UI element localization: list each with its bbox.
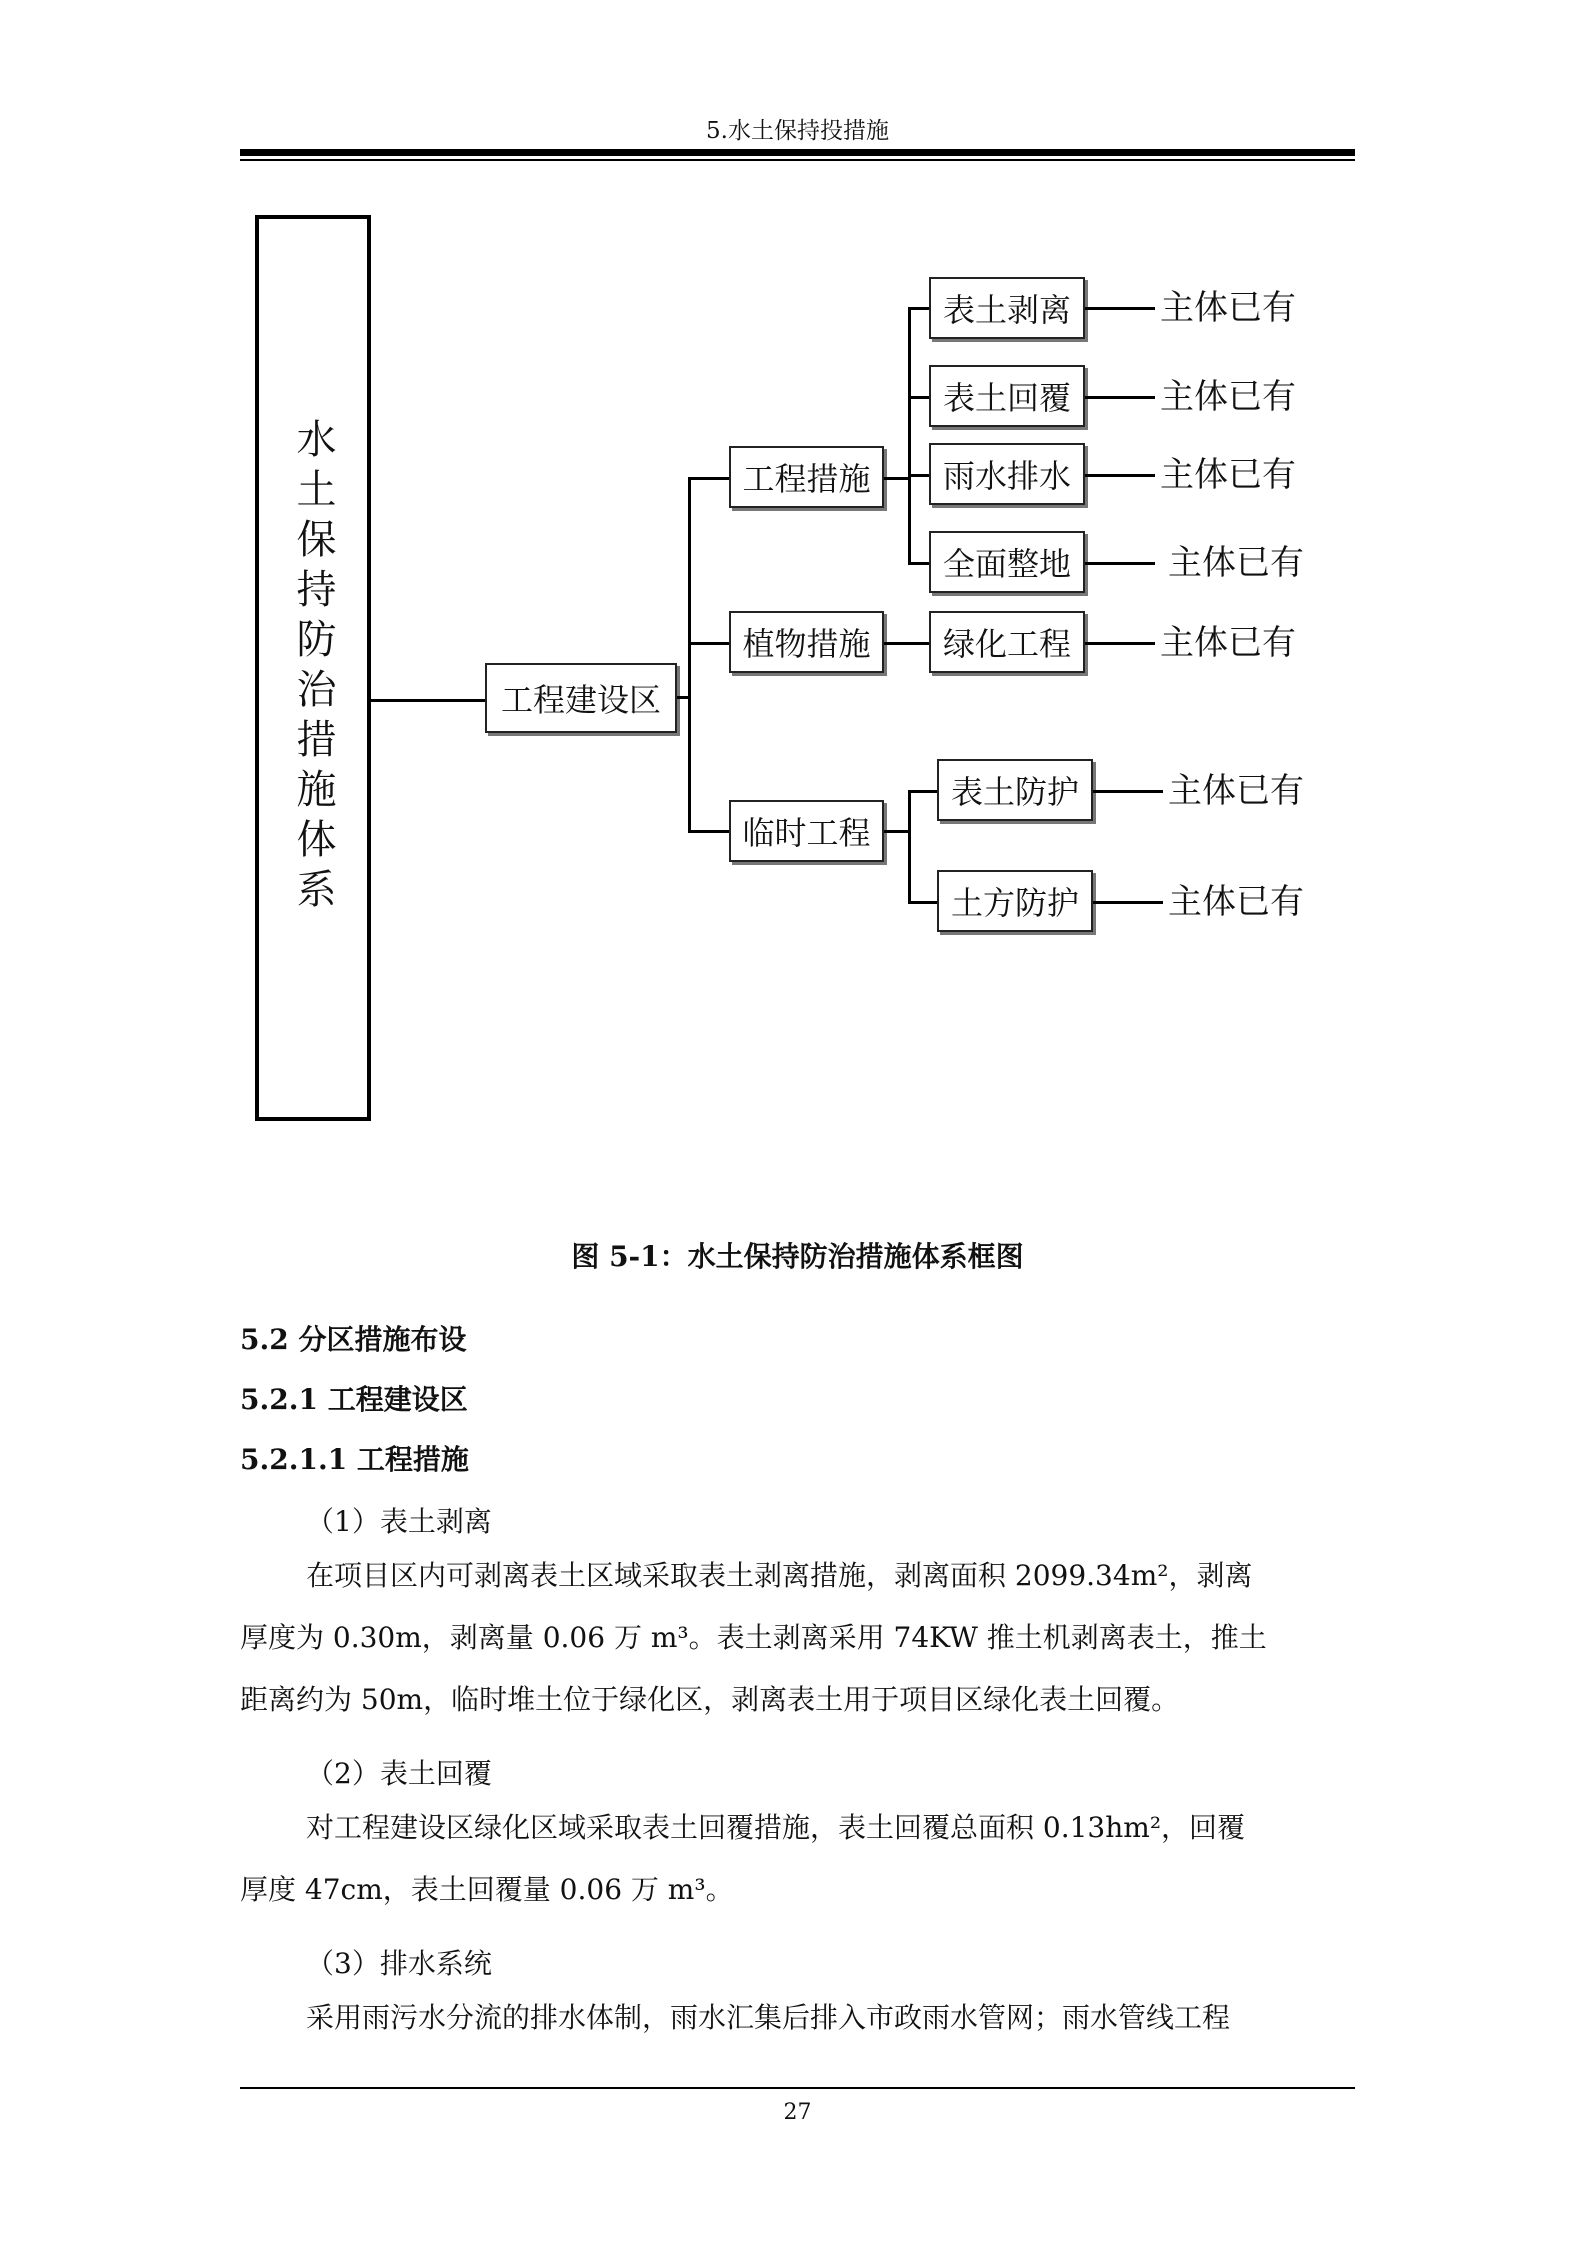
paragraph-topsoil-backfill xyxy=(240,1797,1355,1921)
status-connector-2 xyxy=(1085,396,1155,399)
status-connector-5 xyxy=(1085,642,1155,645)
category-box-temporary xyxy=(729,800,884,862)
measures-system-diagram xyxy=(240,200,1355,1160)
measure-box-topsoil-backfill xyxy=(929,365,1085,427)
paragraph-line: 在项目区内可剥离表土区域采取表土剥离措施，剥离面积 2099.34m²，剥离 xyxy=(306,1559,1253,1592)
connector-m3 xyxy=(908,474,929,477)
connector-zone-trunk xyxy=(677,696,688,699)
status-label: 主体已有 xyxy=(1160,455,1296,495)
connector-cat-3 xyxy=(688,830,729,833)
footer-rule xyxy=(240,2087,1355,2089)
category-label: 植物措施 xyxy=(742,625,871,663)
measure-label: 表土回覆 xyxy=(942,379,1071,417)
measure-label: 土方防护 xyxy=(950,884,1079,922)
connector-veg xyxy=(884,642,929,645)
measure-box-land-leveling xyxy=(929,531,1085,593)
measure-label: 雨水排水 xyxy=(942,457,1071,495)
status-connector-1 xyxy=(1085,307,1155,310)
measure-label: 绿化工程 xyxy=(942,625,1071,663)
measure-label: 全面整地 xyxy=(942,545,1071,583)
item-heading-2: （2）表土回覆 xyxy=(306,1757,492,1790)
measure-box-greening xyxy=(929,611,1085,673)
paragraph-line: 厚度 47cm，表土回覆量 0.06 万 m³。 xyxy=(240,1873,734,1906)
status-label: 主体已有 xyxy=(1160,377,1296,417)
item-heading-3: （3）排水系统 xyxy=(306,1947,492,1980)
section-heading-5-2-1: 5.2.1 工程建设区 xyxy=(240,1383,468,1416)
paragraph-topsoil-stripping xyxy=(240,1545,1355,1731)
status-connector-7 xyxy=(1093,901,1163,904)
status-label: 主体已有 xyxy=(1160,623,1296,663)
measure-label: 表土防护 xyxy=(950,773,1079,811)
root-box xyxy=(255,215,371,1121)
measure-box-earthwork-protection xyxy=(937,870,1093,932)
paragraph-line: 采用雨污水分流的排水体制，雨水汇集后排入市政雨水管网；雨水管线工程 xyxy=(306,2001,1231,2034)
connector-cat-2 xyxy=(688,642,729,645)
engineering-trunk xyxy=(908,307,911,565)
header-rule-thick xyxy=(240,149,1355,156)
connector-eng-trunk xyxy=(884,477,908,480)
zone-box xyxy=(485,663,677,733)
connector-temp-trunk xyxy=(884,830,908,833)
measure-label: 表土剥离 xyxy=(942,291,1071,329)
category-label: 临时工程 xyxy=(742,814,871,852)
connector-t2 xyxy=(908,901,937,904)
status-label: 主体已有 xyxy=(1168,771,1304,811)
measure-box-topsoil-protection xyxy=(937,759,1093,821)
measure-box-topsoil-stripping xyxy=(929,277,1085,339)
connector-cat-1 xyxy=(688,477,729,480)
category-trunk xyxy=(688,477,691,832)
root-label: 水土保持防治措施体系 xyxy=(290,418,336,918)
paragraph-line: 距离约为 50m，临时堆土位于绿化区，剥离表土用于项目区绿化表土回覆。 xyxy=(240,1683,1180,1716)
paragraph-line: 对工程建设区绿化区域采取表土回覆措施，表土回覆总面积 0.13hm²，回覆 xyxy=(306,1811,1246,1844)
status-label: 主体已有 xyxy=(1160,288,1296,328)
paragraph-line: 厚度为 0.30m，剥离量 0.06 万 m³。表土剥离采用 74KW 推土机剥离表土，推土 xyxy=(240,1621,1267,1654)
category-box-engineering xyxy=(729,446,884,508)
temporary-trunk xyxy=(908,790,911,904)
header-rule-thin xyxy=(240,159,1355,161)
connector-root-zone xyxy=(371,699,485,702)
status-label: 主体已有 xyxy=(1168,543,1304,583)
section-heading-5-2-1-1: 5.2.1.1 工程措施 xyxy=(240,1443,469,1476)
item-heading-1: （1）表土剥离 xyxy=(306,1505,492,1538)
category-box-vegetation xyxy=(729,611,884,673)
zone-label: 工程建设区 xyxy=(500,681,661,719)
paragraph-drainage xyxy=(240,1987,1355,2049)
status-connector-4 xyxy=(1085,562,1155,565)
status-label: 主体已有 xyxy=(1168,882,1304,922)
page-number: 27 xyxy=(783,2100,812,2125)
running-header: 5.水土保持投措施 xyxy=(706,118,889,144)
measure-box-rainwater-drainage xyxy=(929,443,1085,505)
category-label: 工程措施 xyxy=(742,460,871,498)
status-connector-3 xyxy=(1085,474,1155,477)
figure-caption: 图 5-1：水土保持防治措施体系框图 xyxy=(571,1240,1024,1273)
connector-m2 xyxy=(908,396,929,399)
connector-t1 xyxy=(908,790,937,793)
section-heading-5-2: 5.2 分区措施布设 xyxy=(240,1323,467,1356)
connector-m1 xyxy=(908,307,929,310)
connector-m4 xyxy=(908,562,929,565)
status-connector-6 xyxy=(1093,790,1163,793)
